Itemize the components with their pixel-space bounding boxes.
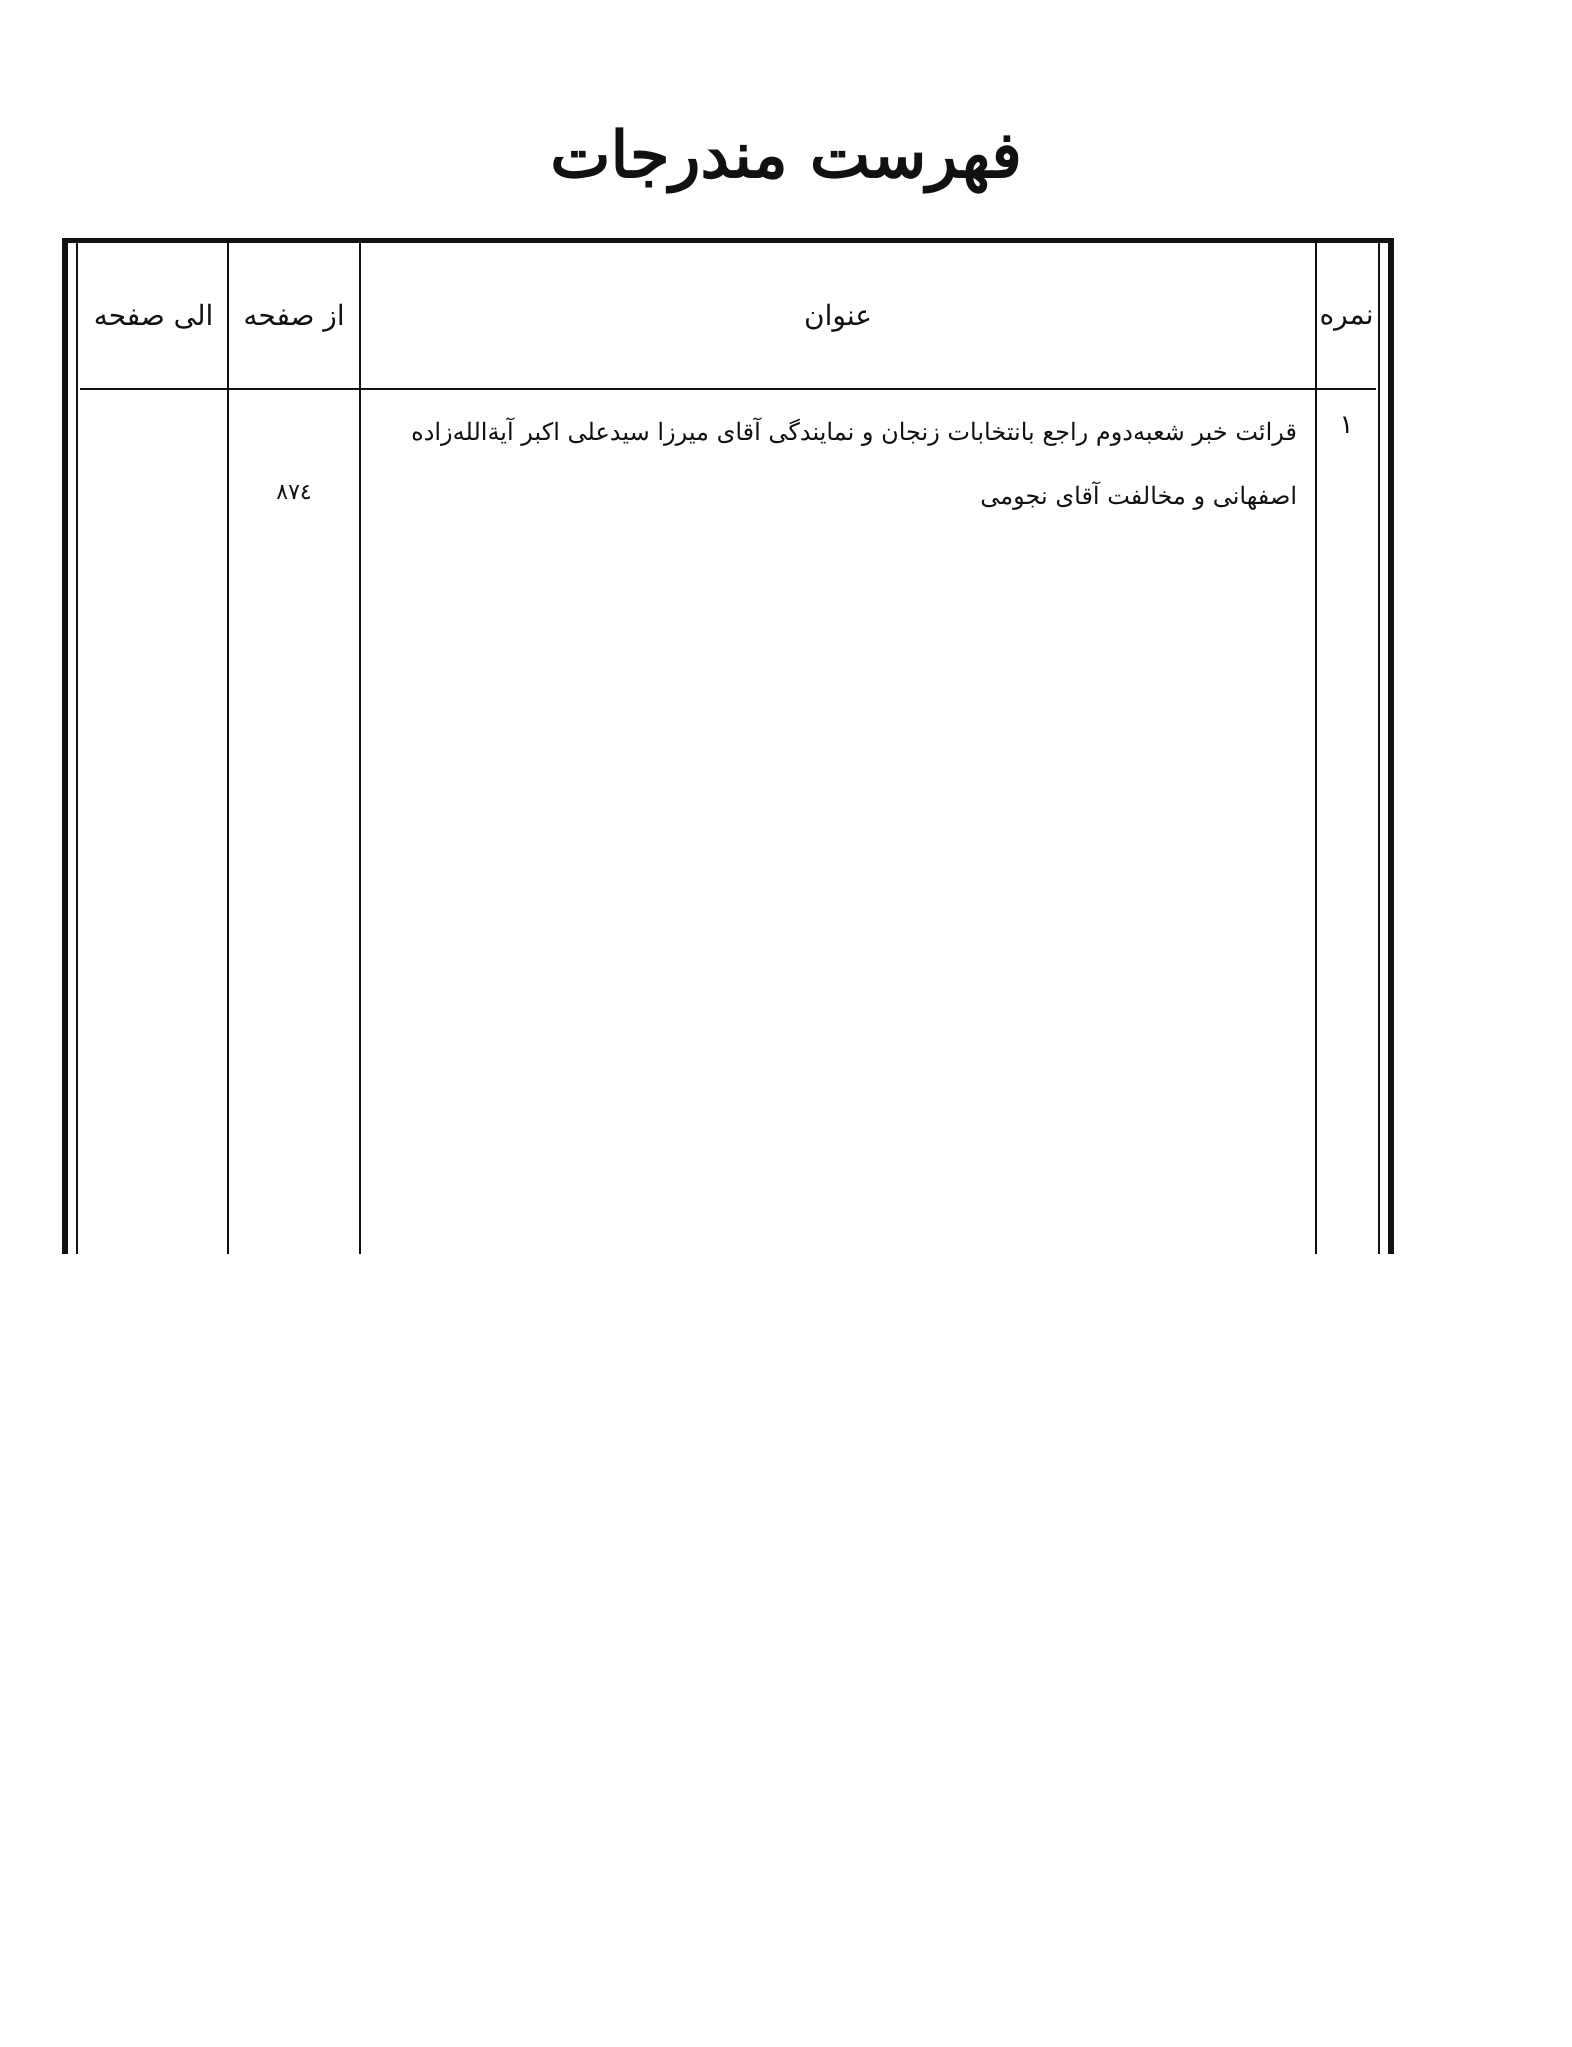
- row-to-page: [80, 389, 228, 1254]
- contents-table: [80, 243, 1376, 1254]
- row-subject: [360, 389, 1316, 1254]
- row-subject-line-2: اصفهانی و مخالفت آقای نجومی: [980, 482, 1297, 510]
- header-number: نمره: [1316, 243, 1376, 389]
- header-from-page: از صفحه: [228, 243, 360, 389]
- contents-table-frame: [62, 238, 1394, 1254]
- table-row: [80, 389, 1376, 1254]
- row-number: ١: [1316, 389, 1376, 1254]
- row-from-page: ٨٧٤: [228, 389, 360, 1254]
- header-to-page: الی صفحه: [80, 243, 228, 389]
- header-subject: عنوان: [360, 243, 1316, 389]
- table-header-row: [80, 243, 1376, 389]
- page-title: فهرست مندرجات: [550, 118, 1022, 193]
- row-subject-line-1: قرائت خبر شعبه‌دوم راجع بانتخابات زنجان و نمایندگی آقای میرزا سیدعلی اکبر آیة‌الله‌زاده: [411, 418, 1297, 446]
